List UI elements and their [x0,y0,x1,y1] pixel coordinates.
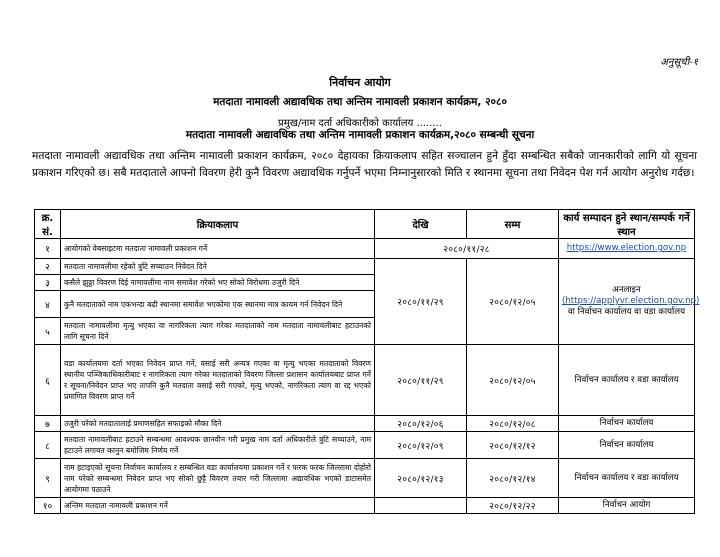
row-sn: ९ [35,459,61,498]
row-from: २०८०/१२/०६ [375,416,467,432]
row-to: २०८०/१२/०५ [467,259,559,345]
schedule-table [34,209,700,514]
table-row [35,459,695,498]
annex-label: अनुसूची-१ [660,57,698,68]
table-row [35,416,695,432]
notice-title: मतदाता नामावली अद्यावधिक तथा अन्तिम नामावली प्रकाशन कार्यक्रम,२०८० सम्बन्धी सूचना [185,129,535,141]
org-title: निर्वाचन आयोग [329,76,391,89]
row-activity: कुनै मतदाताको नाम एकभन्दा बढी स्थानमा समावेश भएकोमा एक स्थानमा मात्र कायम गर्न निवेदन दिने [61,291,375,318]
header-sn: क्र. सं. [35,210,61,239]
row-from: २०८०/१२/०९ [375,432,467,459]
row-sn: १ [35,239,61,259]
row-sn: २ [35,259,61,275]
row-from: २०८०/११/२९ [375,259,467,345]
row-sn: ८ [35,432,61,459]
row-activity: वडा कार्यालयमा दर्ता भएका निवेदन प्राप्त गर्ने, वसाई सरी अन्यत्र गएका वा मृत्यु भएका मतदाताको विवरण स्थानीय पञ्जिकाधिकारीबाट र नागरिकता त्याग गरेका मतदाताको विवरण जिल्ला प्रशासन कार्यालयबाट प्राप्त गर्ने र सूचना/निवेदन प्राप्त भए तापनि कुनै मतदाता वसाई सरी गएको, मृत्यु भएको, नागरिकता त्याग वा रद्द भएको प्रमाणित विवरण प्राप्त गर्ने [61,345,375,416]
header-from: देखि [375,210,467,239]
table-row [35,432,695,459]
row-place: निर्वाचन कार्यालय [559,432,695,459]
row-activity: मतदाता नामावलीमा रहेको त्रुटि सच्याउन निवेदन दिने [61,259,375,275]
election-website-link[interactable]: https://www.election.gov.np [566,243,687,253]
intro-paragraph: मतदाता नामावली अद्यावधिक तथा अन्तिम नामावली प्रकाशन कार्यक्रम, २०८० देहायका क्रियाकलाप सहित सञ्चालन हुने हुँदा सम्बन्धित सबैको जानकारीको लागि यो सूचना प्रकाशन गरिएको छ। सबै मतदाताले आफ्नो विवरण हेरी कुनै विवरण अद्यावधिक गर्नुपर्ने भएमा निम्नानुसारको मिति र स्थानमा सूचना तथा निवेदन पेश गर्न आयोग अनुरोध गर्दछ। [32,150,697,179]
row-sn: ६ [35,345,61,416]
row-sn: ३ [35,275,61,291]
row-activity: कसैले झुठ्ठा विवरण दिई नामावलीमा नाम समावेश गरेको भए सोको विरोधमा उजुरी दिने [61,275,375,291]
row-to: २०८०/१२/०८ [467,416,559,432]
row-activity: उजुरी परेको मतदातालाई प्रमाणसहित सफाइको मौका दिने [61,416,375,432]
row-from [375,498,467,514]
place-online-label: अनलाइन [612,285,641,295]
program-title: मतदाता नामावली अद्यावधिक तथा अन्तिम नामावली प्रकाशन कार्यक्रम, २०८० [213,96,507,108]
header-to: सम्म [467,210,559,239]
row-activity: मतदाता नामावलीबाट हटाउने सम्बन्धमा आवश्यक छानवीन गरी प्रमुख नाम दर्ता अधिकारीले त्रुटि सच्याउने, नाम हटाउने लगायत कानुन बमोजिम निर्णय गर्ने [61,432,375,459]
place-offices: वा निर्वाचन कार्यालय वा वडा कार्यालय [567,307,686,317]
row-from: २०८०/११/२९ [375,345,467,416]
row-to: २०८०/१२/१४ [467,459,559,498]
row-sn: ५ [35,318,61,345]
header-activity: क्रियाकलाप [61,210,375,239]
row-activity: मतदाता नामावलीमा मृत्यु भएका वा नागरिकता त्याग गरेका मतदाताको नाम मतदाता नामावलीबाट हटाउनको लागि सूचना दिने [61,318,375,345]
row-place [559,239,695,259]
row-date: २०८०/११/२८ [375,239,559,259]
table-row [35,498,695,514]
row-activity: आयोगको वेबसाइटमा मतदाता नामावली प्रकाशन गर्ने [61,239,375,259]
row-to: २०८०/१२/०५ [467,345,559,416]
row-sn: १० [35,498,61,514]
row-to: २०८०/१२/१२ [467,432,559,459]
office-line: प्रमुख/नाम दर्ता अधिकारीको कार्यालय ........ [278,118,442,129]
row-from: २०८०/१२/१३ [375,459,467,498]
applyvr-link[interactable]: (https://applyvr.election.gov.np) [562,296,700,306]
table-row [35,345,695,416]
table-row [35,239,695,259]
row-place: निर्वाचन कार्यालय र वडा कार्यालय [559,459,695,498]
table-header-row [35,210,695,239]
row-to: २०८०/१२/२२ [467,498,559,514]
row-place: निर्वाचन आयोग [559,498,695,514]
header-place: कार्य सम्पादन हुने स्थान/सम्पर्क गर्ने स्थान [559,210,695,239]
row-activity: नाम हटाइएको सूचना निर्वाचन कार्यालय र सम्बन्धित वडा कार्यालयमा प्रकाशन गर्ने र फरक फरक जिल्लामा दोहोरो नाम परेको सम्बन्धमा निवेदन प्राप्त भए सोको छुट्टै विवरण तयार गरी जिल्लामा अद्यावधिक भएको डाटासमेत आयोगमा पठाउने [61,459,375,498]
row-sn: ४ [35,291,61,318]
row-place: निर्वाचन कार्यालय [559,416,695,432]
row-place [559,259,700,345]
row-sn: ७ [35,416,61,432]
row-place: निर्वाचन कार्यालय र वडा कार्यालय [559,345,695,416]
table-row [35,259,695,275]
row-activity: अन्तिम मतदाता नामावली प्रकाशन गर्ने [61,498,375,514]
